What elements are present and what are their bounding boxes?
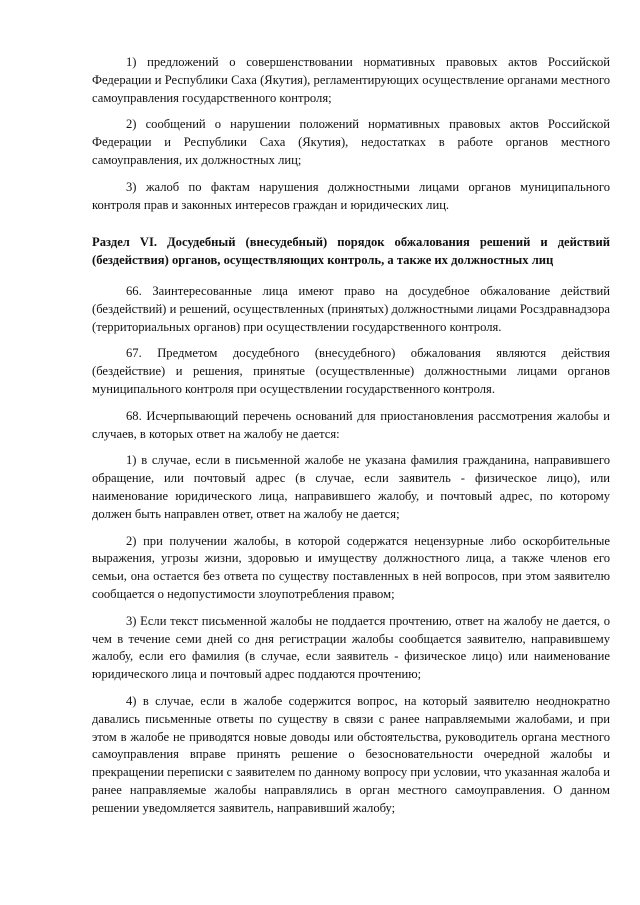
paragraph-68-item-1: 1) в случае, если в письменной жалобе не указана фамилия гражданина, направившего обращение, или почтовый адрес (в случае, если заявитель - физическое лицо), или наименование юридического лица, направившего жалобу, и почтовый адрес, по которому должен быть направлен ответ, ответ на жалобу не дается;: [92, 453, 610, 521]
document-page: [92, 54, 610, 826]
paragraph-reports: 2) сообщений о нарушении положений нормативных правовых актов Российской Федерации и Республики Саха (Якутия), недостатках в работе органов местного самоуправления, их должностных лиц;: [92, 117, 610, 167]
paragraph-68-item-4: 4) в случае, если в жалобе содержится вопрос, на который заявителю неоднократно давались письменные ответы по существу в связи с ранее направляемыми жалобами, и при этом в жалобе не приводятся новые доводы или обстоятельства, руководитель органа местного самоуправления вправе принять решение о безосновательности очередной жалобы и прекращении переписки с заявителем по данному вопросу при условии, что указанная жалоба и ранее направляемые жалобы направлялись в орган местного самоуправления. О данном решении уведомляется заявитель, направивший жалобу;: [92, 693, 610, 815]
paragraph-68: 68. Исчерпывающий перечень оснований для приостановления рассмотрения жалобы и случаев, в которых ответ на жалобу не дается:: [92, 408, 610, 441]
paragraph-complaints: 3) жалоб по фактам нарушения должностными лицами органов муниципального контроля прав и законных интересов граждан и юридических лиц.: [92, 179, 610, 212]
paragraph-67: 67. Предметом досудебного (внесудебного) обжалования являются действия (бездействие) и решения, принятые (осуществленные) должностными лицами органов муниципального контроля при осуществлении государственного контроля.: [92, 346, 610, 396]
paragraph-68-item-2: 2) при получении жалобы, в которой содержатся нецензурные либо оскорбительные выражения, угрозы жизни, здоровью и имуществу должностного лица, а также членов его семьи, она остается без ответа по существу поставленных в ней вопросов, при этом заявителю сообщается о недопустимости злоупотребления правом;: [92, 533, 610, 601]
paragraph-proposals: 1) предложений о совершенствовании нормативных правовых актов Российской Федерации и Республики Саха (Якутия), регламентирующих осуществление органами местного самоуправления государственного контроля;: [92, 55, 610, 105]
paragraph-68-item-3: 3) Если текст письменной жалобы не поддается прочтению, ответ на жалобу не дается, о чем в течение семи дней со дня регистрации жалобы сообщается заявителю, направившему жалобу, если его фамилия (в случае, если заявитель - физическое лицо) или наименование юридического лица и почтовый адрес поддаются прочтению;: [92, 613, 610, 682]
paragraph-66: 66. Заинтересованные лица имеют право на досудебное обжалование действий (бездействий) и решений, осуществленных (принятых) должностными лицами Росздравнадзора (территориальных органов) при осуществлении государственного контроля.: [92, 283, 610, 334]
section-heading: Раздел VI. Досудебный (внесудебный) порядок обжалования решений и действий (бездействия) органов, осуществляющих контроль, а также их должностных лиц: [92, 235, 610, 268]
